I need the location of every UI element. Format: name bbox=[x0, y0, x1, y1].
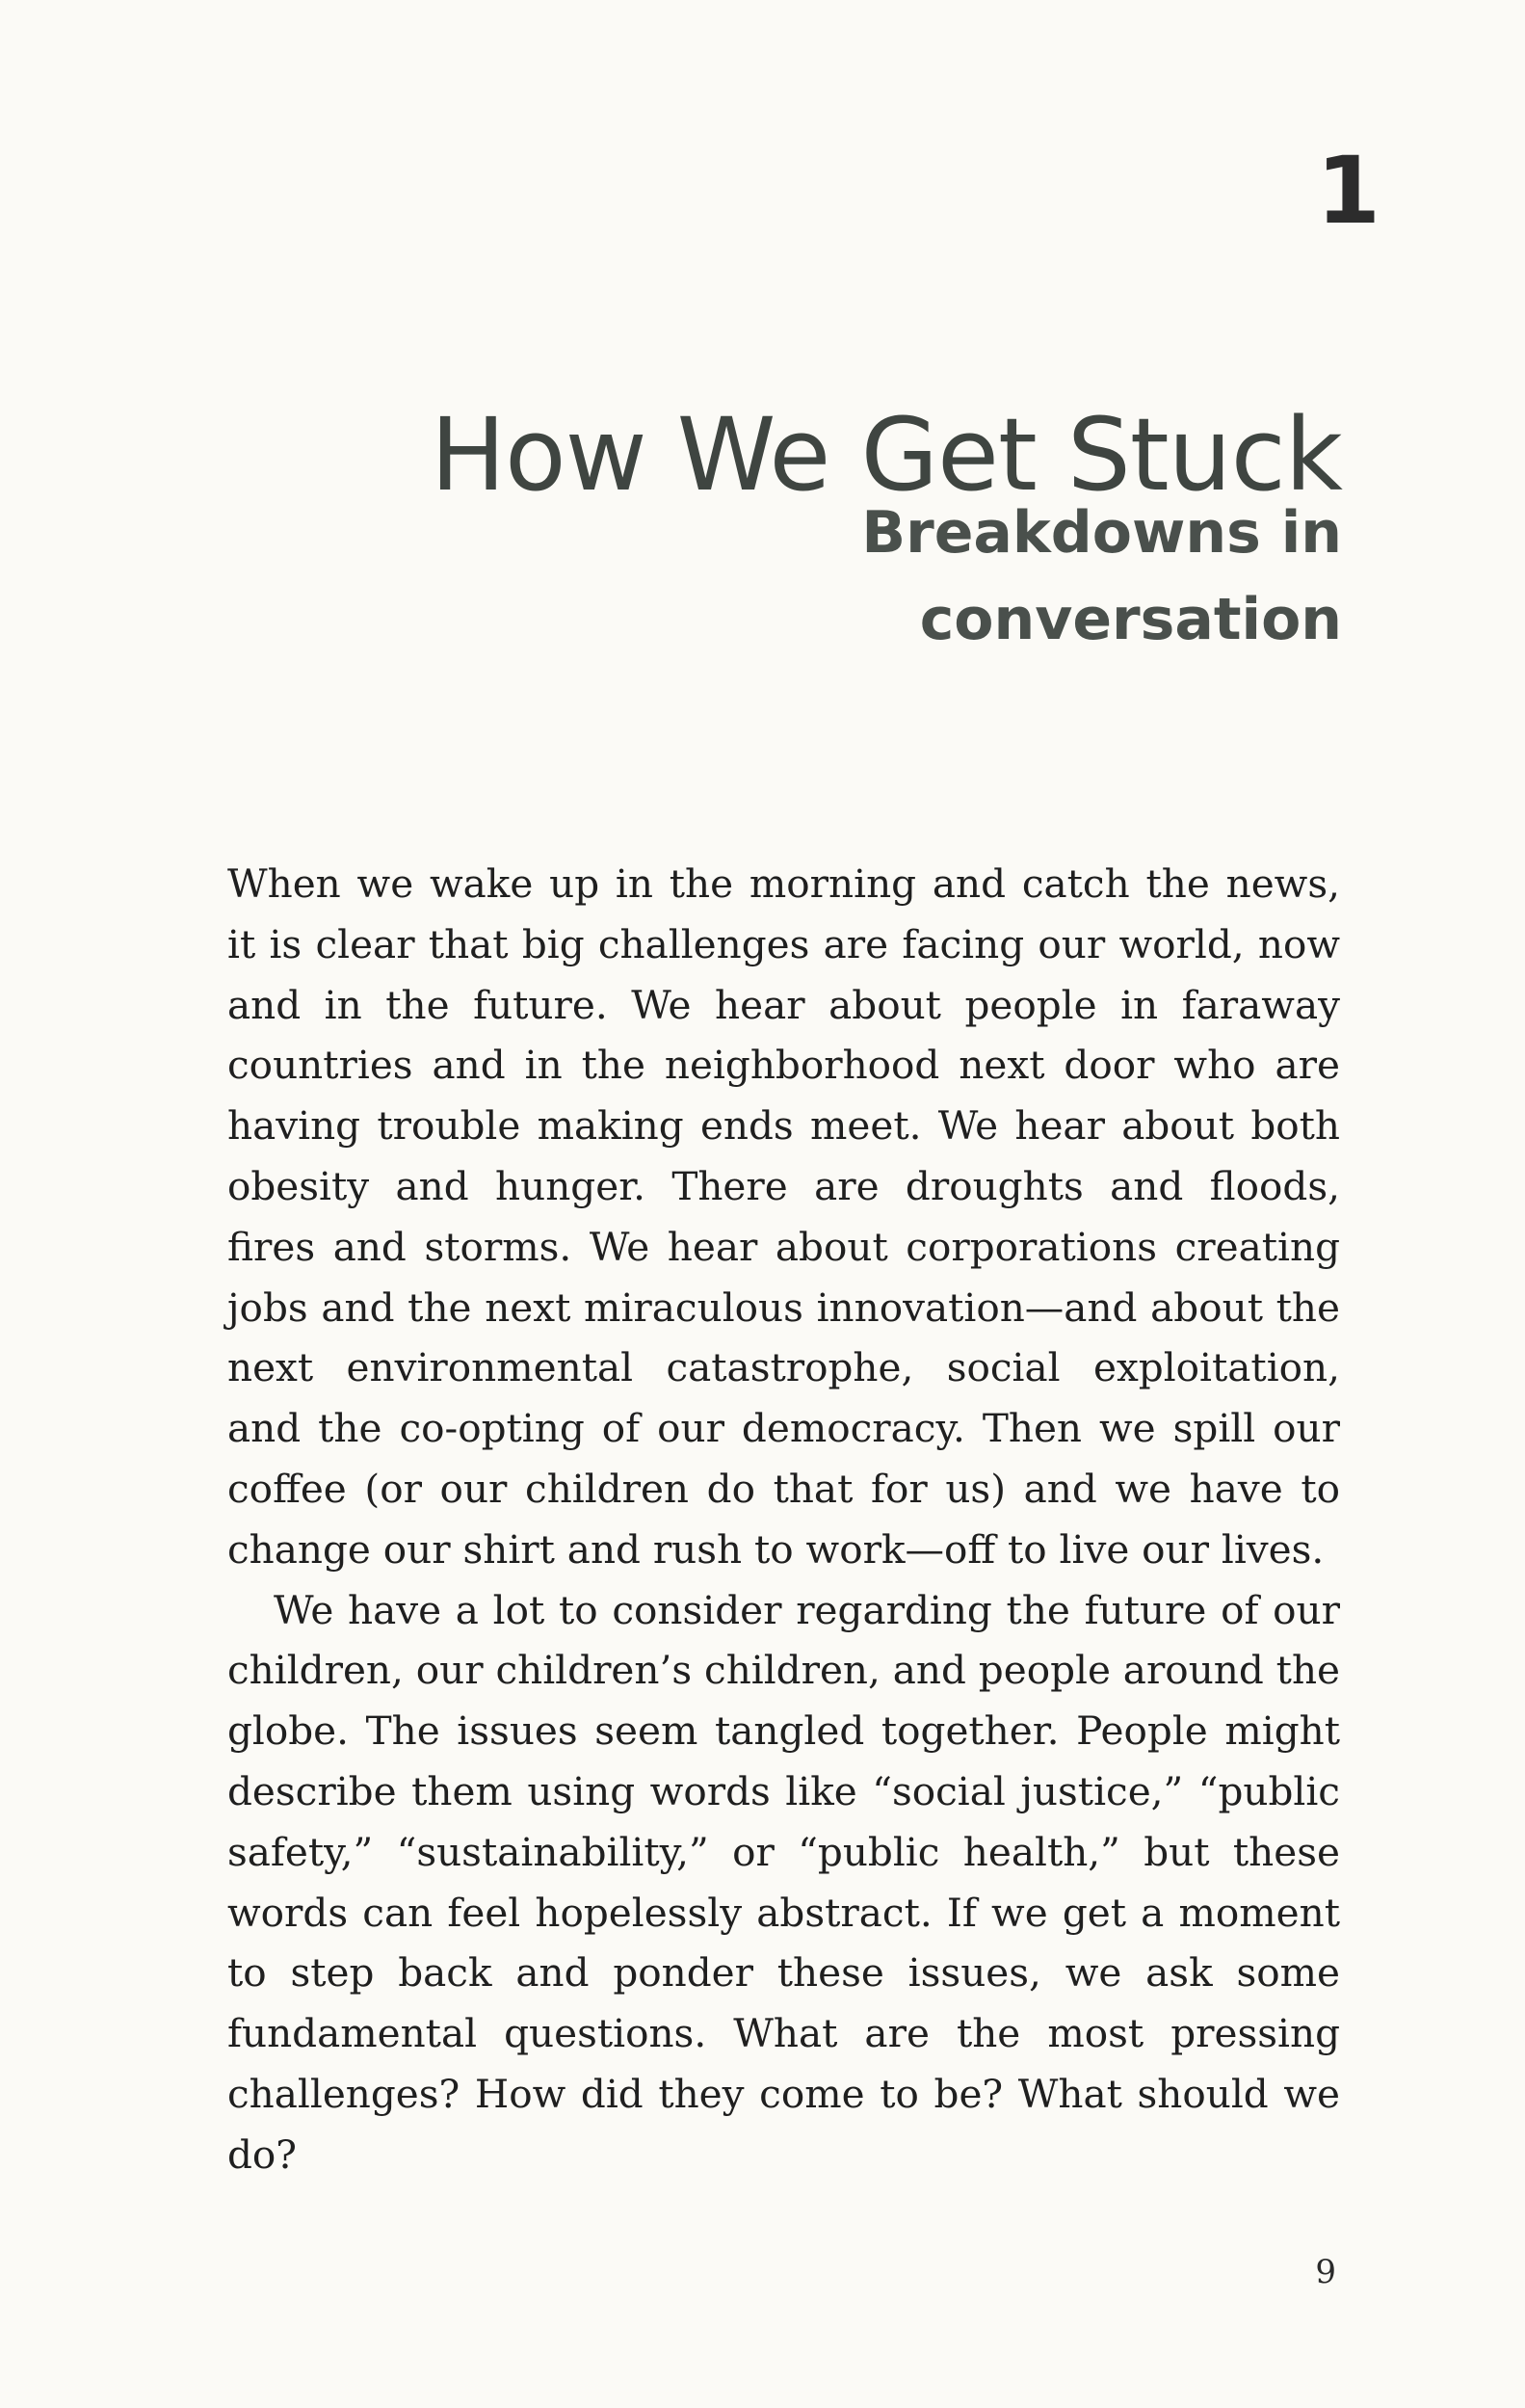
chapter-number: 1 bbox=[1316, 137, 1380, 245]
chapter-title: How We Get Stuck bbox=[430, 395, 1342, 514]
chapter-subtitle-line-2: conversation bbox=[919, 586, 1342, 653]
chapter-subtitle bbox=[668, 490, 1342, 663]
chapter-subtitle-line-1: Breakdowns in bbox=[861, 499, 1342, 567]
paragraph-2: We have a lot to consider regarding the future of our children, our children’s children, and people around the globe. The issues seem tangled together. People might describe them using words like “social justice,” “public safety,” “sustainability,” or “public health,” but these words can feel hopelessly abstract. If we get a moment to step back and ponder these issues, we ask some fundamental questions. What are the most pressing challenges? How did they come to be? What should we do? bbox=[227, 1586, 1340, 2178]
paragraph-1: When we wake up in the morning and catch the news, it is clear that big challenges are facing our world, now and in the future. We hear about people in faraway countries and in the neighborhood next door who are having trouble making ends meet. We hear about both obesity and hunger. There are droughts and floods, fires and storms. We hear about corporations creating jobs and the next miraculous innovation—and about the next environmental catastrophe, social exploitation, and the co-opting of our democracy. Then we spill our coffee (or our children do that for us) and we have to change our shirt and rush to work—off to live our lives. bbox=[227, 860, 1340, 1573]
body-text bbox=[227, 854, 1340, 2185]
page-number: 9 bbox=[1315, 2253, 1336, 2291]
